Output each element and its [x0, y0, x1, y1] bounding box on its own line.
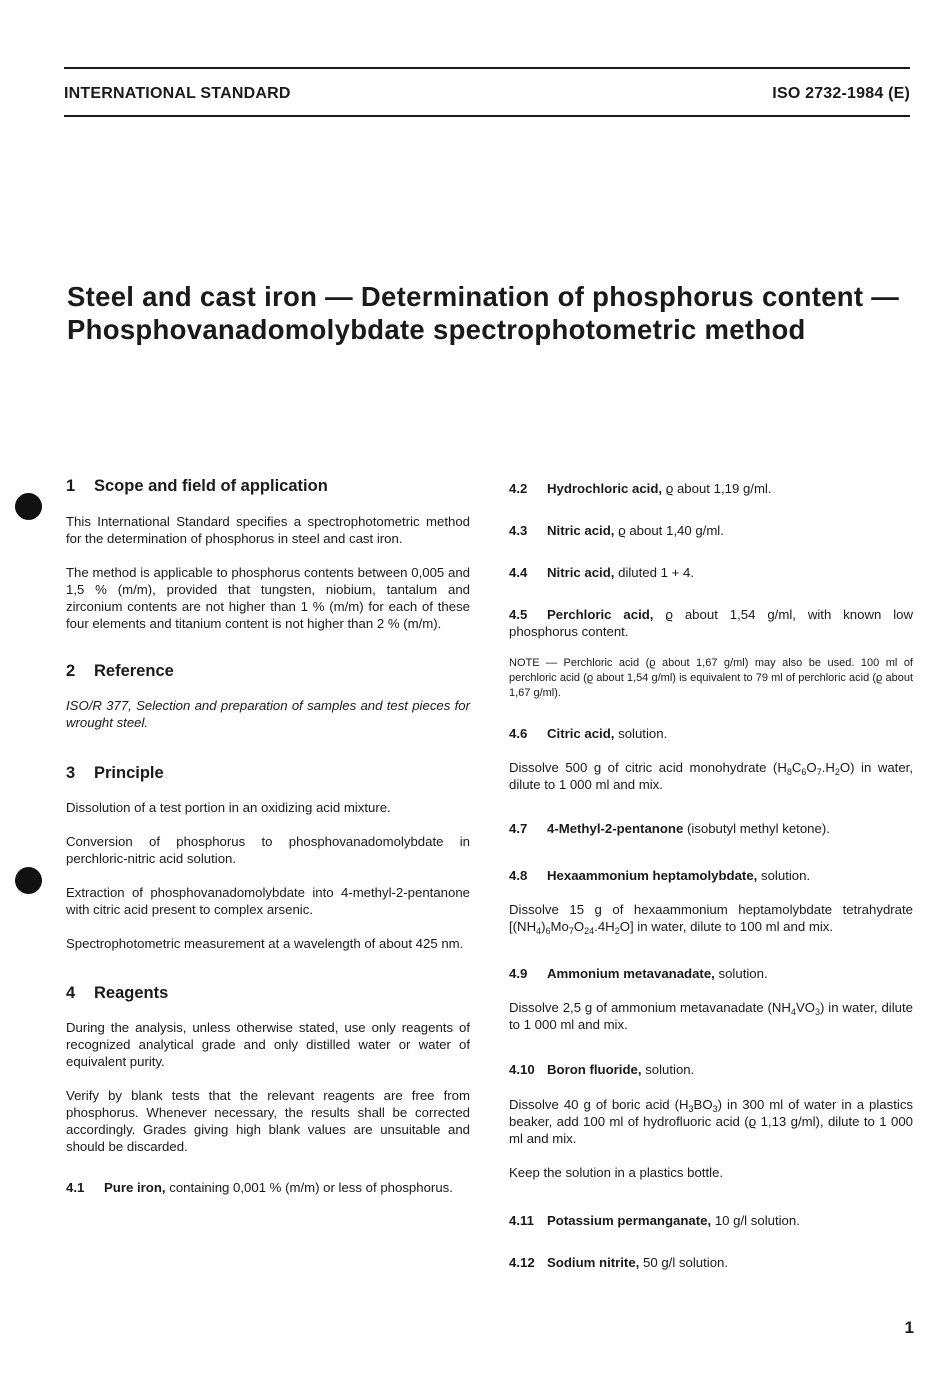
paragraph: This International Standard specifies a spectrophotometric method for the determination of phosphorus in steel and cast iron. — [66, 514, 470, 546]
paragraph: Dissolution of a test portion in an oxidizing acid mixture. — [66, 800, 391, 815]
reagent-4-4: 4.4 Nitric acid, diluted 1 + 4. — [509, 565, 694, 580]
top-rule — [64, 67, 910, 69]
boron-fluoride-detail: Dissolve 40 g of boric acid $(H_3BO_3)$ in 300 ml of water in a plastics beaker, add 100 ml of hydrofluoric acid (ϱ 1,13 g/ml), dilute to 1 000 ml and mix. — [509, 1097, 914, 1146]
reagent-4-1: 4.1 Pure iron, containing 0,001 % (m/m) or less of phosphorus. — [66, 1180, 453, 1195]
page-number: 1 — [904, 1318, 914, 1337]
reagent-4-11: 4.11 Potassium permanganate, 10 g/l solution. — [509, 1213, 800, 1228]
header-right: ISO 2732-1984 (E) — [772, 85, 910, 102]
margin-bullet — [15, 867, 42, 894]
reagent-4-8: 4.8 Hexaammonium heptamolybdate, solution. — [509, 868, 811, 883]
header-left: INTERNATIONAL STANDARD — [64, 85, 291, 102]
reagent-4-9: 4.9 Ammonium metavanadate, solution. — [509, 966, 768, 981]
metavanadate-detail: Dissolve 2,5 g of ammonium metavanadate $(NH_4VO_3)$ in water, dilute to 1 000 ml and mix. — [509, 1000, 913, 1032]
section-heading-1: 1 Scope and field of application — [66, 477, 328, 495]
paragraph: Verify by blank tests that the relevant reagents are free from phosphorus. Whenever necessary, the results shall be corrected accordingly. Grades giving high blank values are unsuitable and should be discarded. — [66, 1088, 470, 1154]
reagent-4-5: 4.5 Perchloric acid, ϱ about 1,54 g/ml, with known low phosphorus content. — [509, 607, 913, 639]
paragraph: Spectrophotometric measurement at a wavelength of about 425 nm. — [66, 936, 464, 951]
reagent-4-3: 4.3 Nitric acid, ϱ about 1,40 g/ml. — [509, 523, 724, 538]
reagent-4-2: 4.2 Hydrochloric acid, ϱ about 1,19 g/ml. — [509, 481, 772, 496]
paragraph: Conversion of phosphorus to phosphovanadomolybdate in perchloric-nitric acid solution. — [66, 834, 470, 866]
molybdate-detail: Dissolve 15 g of hexaammonium heptamolybdate tetrahydrate $[(NH_4)_6Mo_7O_{24}.4H_2O]$ in water, dilute to 100 ml and mix. — [509, 902, 913, 936]
reagent-4-12: 4.12 Sodium nitrite, 50 g/l solution. — [509, 1255, 729, 1270]
paragraph: During the analysis, unless otherwise stated, use only reagents of recognized analytical grade and only distilled water or water of equivalent purity. — [66, 1020, 470, 1069]
reagent-4-7: 4.7 4-Methyl-2-pentanone (isobutyl methyl ketone). — [509, 821, 830, 836]
document-title: Steel and cast iron — Determination of phosphorus content — Phosphovanadomolybdate spectrophotometric method — [67, 281, 900, 345]
section-heading-4: 4 Reagents — [66, 984, 169, 1002]
perchloric-note: NOTE — Perchloric acid (ϱ about 1,67 g/ml) may also be used. 100 ml of perchloric acid (ϱ about 1,54 g/ml) is equivalent to 79 ml of perchloric acid (ϱ about 1,67 g/ml). — [509, 657, 913, 699]
paragraph: Extraction of phosphovanadomolybdate into 4-methyl-2-pentanone with citric acid present to complex arsenic. — [66, 885, 470, 917]
margin-bullet — [15, 493, 42, 520]
paragraph: The method is applicable to phosphorus contents between 0,005 and 1,5 % (m/m), provided that tungsten, niobium, tantalum and zirconium contents are not higher than 1 % (m/m) for each of these four elements and titanium content is not higher than 2 % (m/m). — [66, 565, 470, 631]
right-column — [509, 480, 913, 1271]
section-heading-2: 2 Reference — [66, 662, 174, 680]
left-column — [66, 478, 470, 1196]
header-rule — [64, 115, 910, 117]
section-heading-3: 3 Principle — [66, 764, 164, 782]
reference-text: ISO/R 377, Selection and preparation of samples and test pieces for wrought steel. — [66, 698, 470, 730]
boron-fluoride-keep: Keep the solution in a plastics bottle. — [509, 1165, 724, 1180]
reagent-4-10: 4.10 Boron fluoride, solution. — [509, 1062, 695, 1077]
citric-acid-detail: Dissolve 500 g of citric acid monohydrate $(H_8C_6O_7.H_2O)$ in water, dilute to 1 000 ml and mix. — [509, 760, 914, 792]
reagent-4-6: 4.6 Citric acid, solution. — [509, 726, 668, 741]
